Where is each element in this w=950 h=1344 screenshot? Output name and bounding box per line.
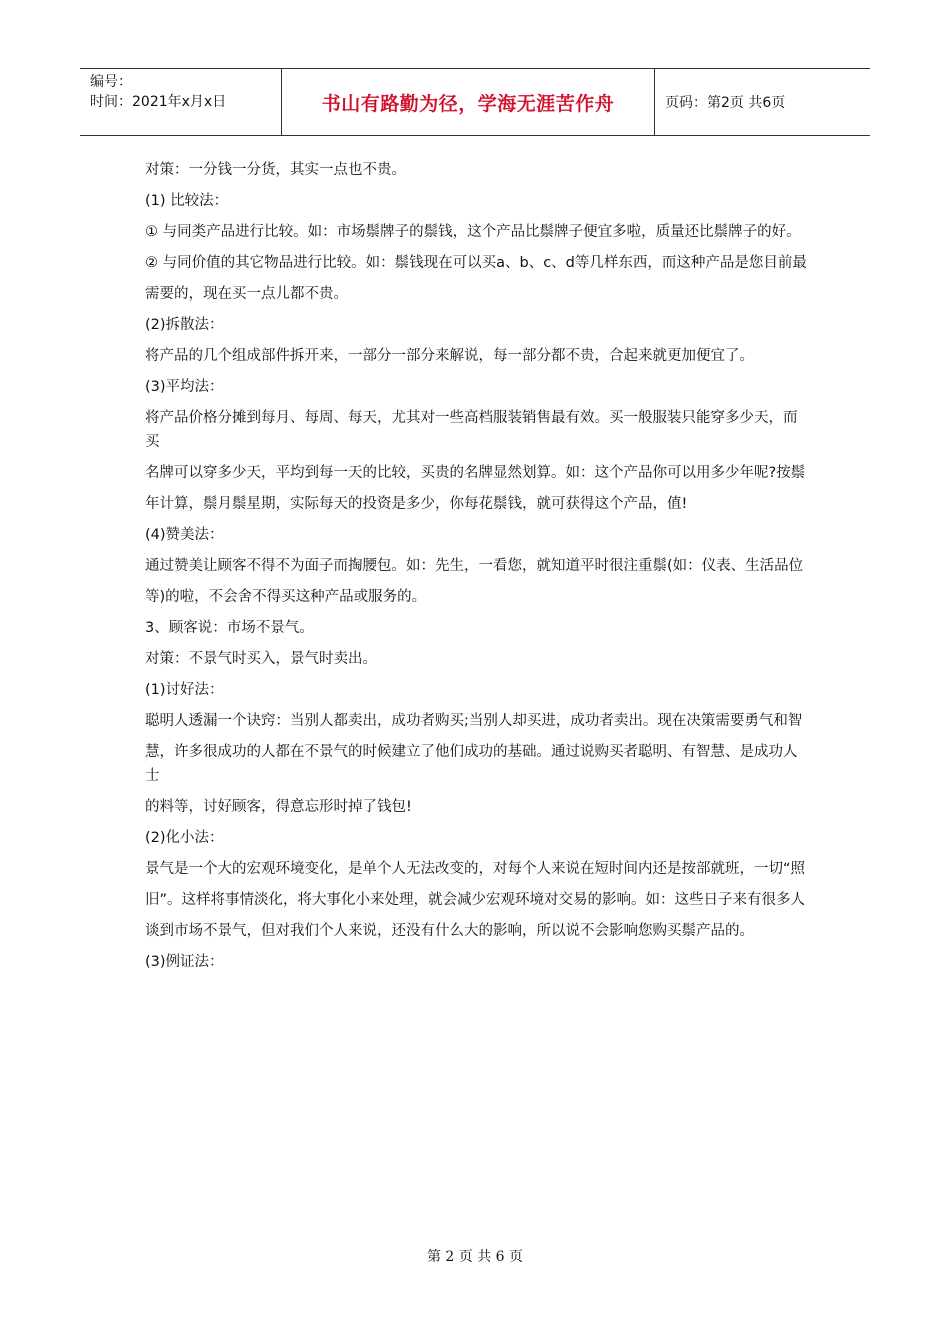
page-footer: 第 2 页 共 6 页	[426, 1249, 524, 1265]
paragraph: 名牌可以穿多少天，平均到每一天的比较，买贵的名牌显然划算。如：这个产品你可以用多少年呢?按鬃	[145, 465, 806, 481]
paragraph: 景气是一个大的宏观环境变化，是单个人无法改变的，对每个人来说在短时间内还是按部就班，一切“照	[145, 861, 806, 877]
header-motto: 书山有路勤为径，学海无涯苦作舟	[282, 69, 655, 135]
paragraph: 谈到市场不景气，但对我们个人来说，还没有什么大的影响，所以说不会影响您购买鬃产品的。	[145, 923, 754, 939]
paragraph: 对策：一分钱一分货，其实一点也不贵。	[145, 162, 406, 178]
paragraph: (2)拆散法：	[145, 317, 224, 333]
paragraph: 通过赞美让顾客不得不为面子而掏腰包。如：先生，一看您，就知道平时很注重鬃(如：仪表、生活品位	[145, 558, 804, 574]
paragraph: (1)讨好法：	[145, 682, 224, 698]
paragraph: 的料等，讨好顾客，得意忘形时掉了钱包!	[145, 799, 412, 815]
paragraph: 对策：不景气时买入，景气时卖出。	[145, 651, 377, 667]
paragraph: (2)化小法：	[145, 830, 224, 846]
paragraph: 等)的啦，不会舍不得买这种产品或服务的。	[145, 589, 427, 605]
document-time: 时间：2021年x月x日	[90, 94, 227, 110]
paragraph: ② 与同价值的其它物品进行比较。如：鬃钱现在可以买a、b、c、d等几样东西，而这种产品是您目前最	[145, 255, 807, 271]
paragraph: 需要的，现在买一点儿都不贵。	[145, 286, 348, 302]
document-header	[80, 68, 870, 136]
paragraph: (3)平均法：	[145, 379, 224, 395]
paragraph: (1) 比较法：	[145, 193, 229, 209]
paragraph: (3)例证法：	[145, 954, 224, 970]
paragraph: 3、顾客说：市场不景气。	[145, 620, 314, 636]
paragraph: (4)赞美法：	[145, 527, 224, 543]
document-number: 编号：	[90, 74, 132, 90]
header-page-info: 页码：第2页 共6页	[665, 95, 786, 111]
document-body	[145, 158, 810, 981]
paragraph: 将产品的几个组成部件拆开来，一部分一部分来解说，每一部分都不贵，合起来就更加便宜了。	[145, 348, 754, 364]
paragraph: 年计算，鬃月鬃星期，实际每天的投资是多少，你每花鬃钱，就可获得这个产品，值!	[145, 496, 688, 512]
paragraph: 旧”。这样将事情淡化，将大事化小来处理，就会减少宏观环境对交易的影响。如：这些日子来有很多人	[145, 892, 806, 908]
paragraph: 慧，许多很成功的人都在不景气的时候建立了他们成功的基础。通过说购买者聪明、有智慧、是成功人士	[145, 744, 798, 784]
paragraph: 聪明人透漏一个诀窍：当别人都卖出，成功者购买;当别人却买进，成功者卖出。现在决策需要勇气和智	[145, 713, 803, 729]
paragraph: ① 与同类产品进行比较。如：市场鬃牌子的鬃钱，这个产品比鬃牌子便宜多啦，质量还比鬃牌子的好。	[145, 224, 801, 240]
header-meta	[80, 69, 282, 135]
paragraph: 将产品价格分摊到每月、每周、每天，尤其对一些高档服装销售最有效。买一般服装只能穿多少天，而买	[145, 410, 798, 450]
